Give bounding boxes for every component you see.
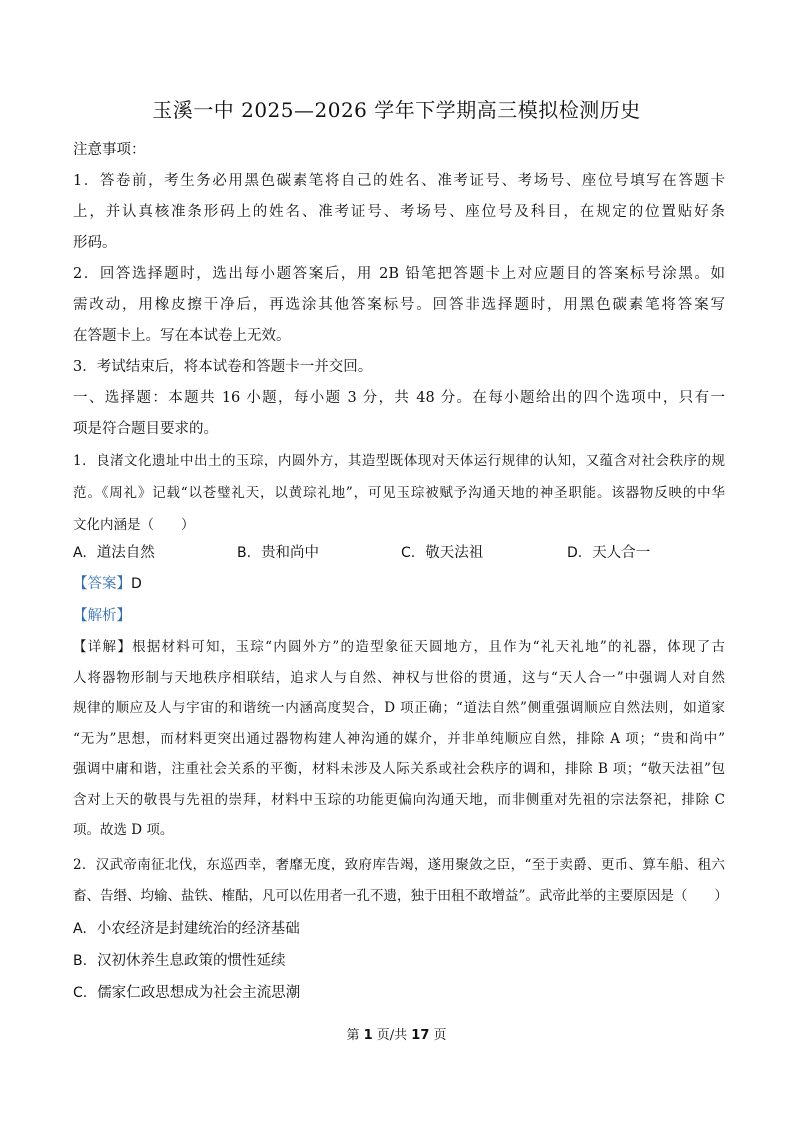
page-footer [0, 1024, 793, 1043]
q1-detail-line1: 【详解】根据材料可知，玉琮“内圆外方”的造型象征天圆地方，且作为“礼天礼地”的礼器，体现了古 [73, 639, 725, 655]
section1-heading-line2: 项是符合题目要求的。 [73, 421, 218, 437]
q1-answer-value: D [131, 576, 142, 592]
question-1-stem [73, 445, 725, 541]
notice-item2-line3: 在答题卡上。写在本试卷上无效。 [73, 328, 291, 344]
q1-stem-line2: 范。《周礼》记载“以苍璧礼天，以黄琮礼地”，可见玉琮被赋予沟通天地的神圣职能。该器物反映的中华 [73, 485, 725, 501]
notice-item2-line1: 2．回答选择题时，选出每小题答案后，用 2B 铅笔把答题卡上对应题目的答案标号涂黑。如 [73, 266, 725, 282]
notice-block [73, 135, 725, 445]
q1-detail-line5: 强调中庸和谐，注重社会关系的平衡，材料未涉及人际关系或社会秩序的调和，排除 B 项；“敬天法祖”包 [73, 761, 725, 777]
q1-detail-line7: 项。故选 D 项。 [73, 822, 174, 838]
notice-item1-line1: 1．答卷前，考生务必用黑色碳素笔将自己的姓名、准考证号、考场号、座位号填写在答题卡 [73, 173, 725, 189]
footer-middle: 页/共 [372, 1028, 412, 1043]
q1-option-c-text: 敬天法祖 [425, 545, 484, 561]
q1-answer [73, 572, 142, 593]
notice-item3: 3．考试结束后，将本试卷和答题卡一并交回。 [73, 359, 373, 375]
q1-answer-label: 【答案】 [73, 576, 131, 592]
footer-page-number: 1 [363, 1028, 373, 1043]
q1-detail [73, 632, 725, 846]
footer-total-pages: 17 [411, 1028, 430, 1043]
q1-detail-line4: “无为”思想，而材料更突出通过器物构建人神沟通的媒介，并非单纯顺应自然，排除 A 项；“贵和尚中” [73, 730, 725, 747]
section1-heading-line1: 一、选择题：本题共 16 小题，每小题 3 分，共 48 分。在每小题给出的四个选项中，只有一 [73, 390, 725, 406]
q2-option-c[interactable] [73, 981, 300, 1002]
q1-stem-line3: 文化内涵是（ ） [73, 517, 195, 533]
q1-option-b-letter: B. [237, 545, 252, 561]
q1-option-b-text: 贵和尚中 [261, 545, 320, 561]
q1-detail-line2: 人将器物形制与天地秩序相联结，追求人与自然、神权与世俗的贯通，这与“天人合一”中强调人对自然 [73, 669, 725, 686]
q1-options [73, 541, 725, 563]
q2-option-c-letter: C. [73, 985, 88, 1001]
q2-stem-line2: 畜、告缗、均输、盐铁、榷酤，凡可以佐用者一孔不遗，独于田租不敢增益”。武帝此举的主要原因是（ ） [73, 887, 728, 904]
q1-option-d-letter: D. [567, 545, 583, 561]
question-2-stem [73, 850, 728, 911]
q1-option-b[interactable] [237, 541, 319, 562]
q1-option-c[interactable] [401, 541, 483, 562]
q1-stem-line1: 1．良渚文化遗址中出土的玉琮，内圆外方，其造型既体现对天体运行规律的认知，又蕴含对社会秩序的规 [73, 453, 725, 469]
q1-option-c-letter: C. [401, 545, 416, 561]
q1-option-a[interactable] [73, 541, 155, 562]
q2-option-b-letter: B. [73, 953, 88, 969]
q2-option-b[interactable] [73, 949, 286, 970]
q2-option-b-text: 汉初休养生息政策的惯性延续 [97, 953, 286, 969]
footer-prefix: 第 [346, 1028, 364, 1043]
q2-option-a-text: 小农经济是封建统治的经济基础 [96, 921, 300, 937]
q1-option-d-text: 天人合一 [592, 545, 651, 561]
q1-option-a-letter: A. [73, 545, 87, 561]
notice-item1-line2: 上，并认真核准条形码上的姓名、准考证号、考场号、座位号及科目，在规定的位置贴好条 [73, 204, 725, 220]
q1-option-d[interactable] [567, 541, 650, 562]
q1-detail-line3: 规律的顺应及人与宇宙的和谐统一内涵高度契合，D 项正确；“道法自然”侧重强调顺应自然法则，如道家 [73, 700, 725, 716]
q1-detail-line6: 含对上天的敬畏与先祖的崇拜，材料中玉琮的功能更偏向沟通天地，而非侧重对先祖的宗法祭祀，排除 C [73, 791, 725, 808]
q2-option-c-text: 儒家仁政思想成为社会主流思潮 [97, 985, 301, 1001]
notice-item1-line3: 形码。 [73, 235, 117, 251]
q1-analysis-label: 【解析】 [73, 608, 131, 624]
q1-option-a-text: 道法自然 [96, 545, 155, 561]
notice-heading: 注意事项： [73, 142, 146, 158]
q2-stem-line1: 2．汉武帝南征北伐，东巡西幸，奢靡无度，致府库告竭，遂用聚敛之臣，“至于卖爵、更币、算车船、租六 [73, 857, 725, 873]
page-title: 玉溪一中 2025—2026 学年下学期高三模拟检测历史 [152, 98, 641, 122]
q2-option-a[interactable] [73, 917, 300, 938]
notice-item2-line2: 需改动，用橡皮擦干净后，再选涂其他答案标号。回答非选择题时，用黑色碳素笔将答案写 [73, 297, 725, 313]
q2-option-a-letter: A. [73, 921, 87, 937]
footer-suffix: 页 [429, 1028, 447, 1043]
